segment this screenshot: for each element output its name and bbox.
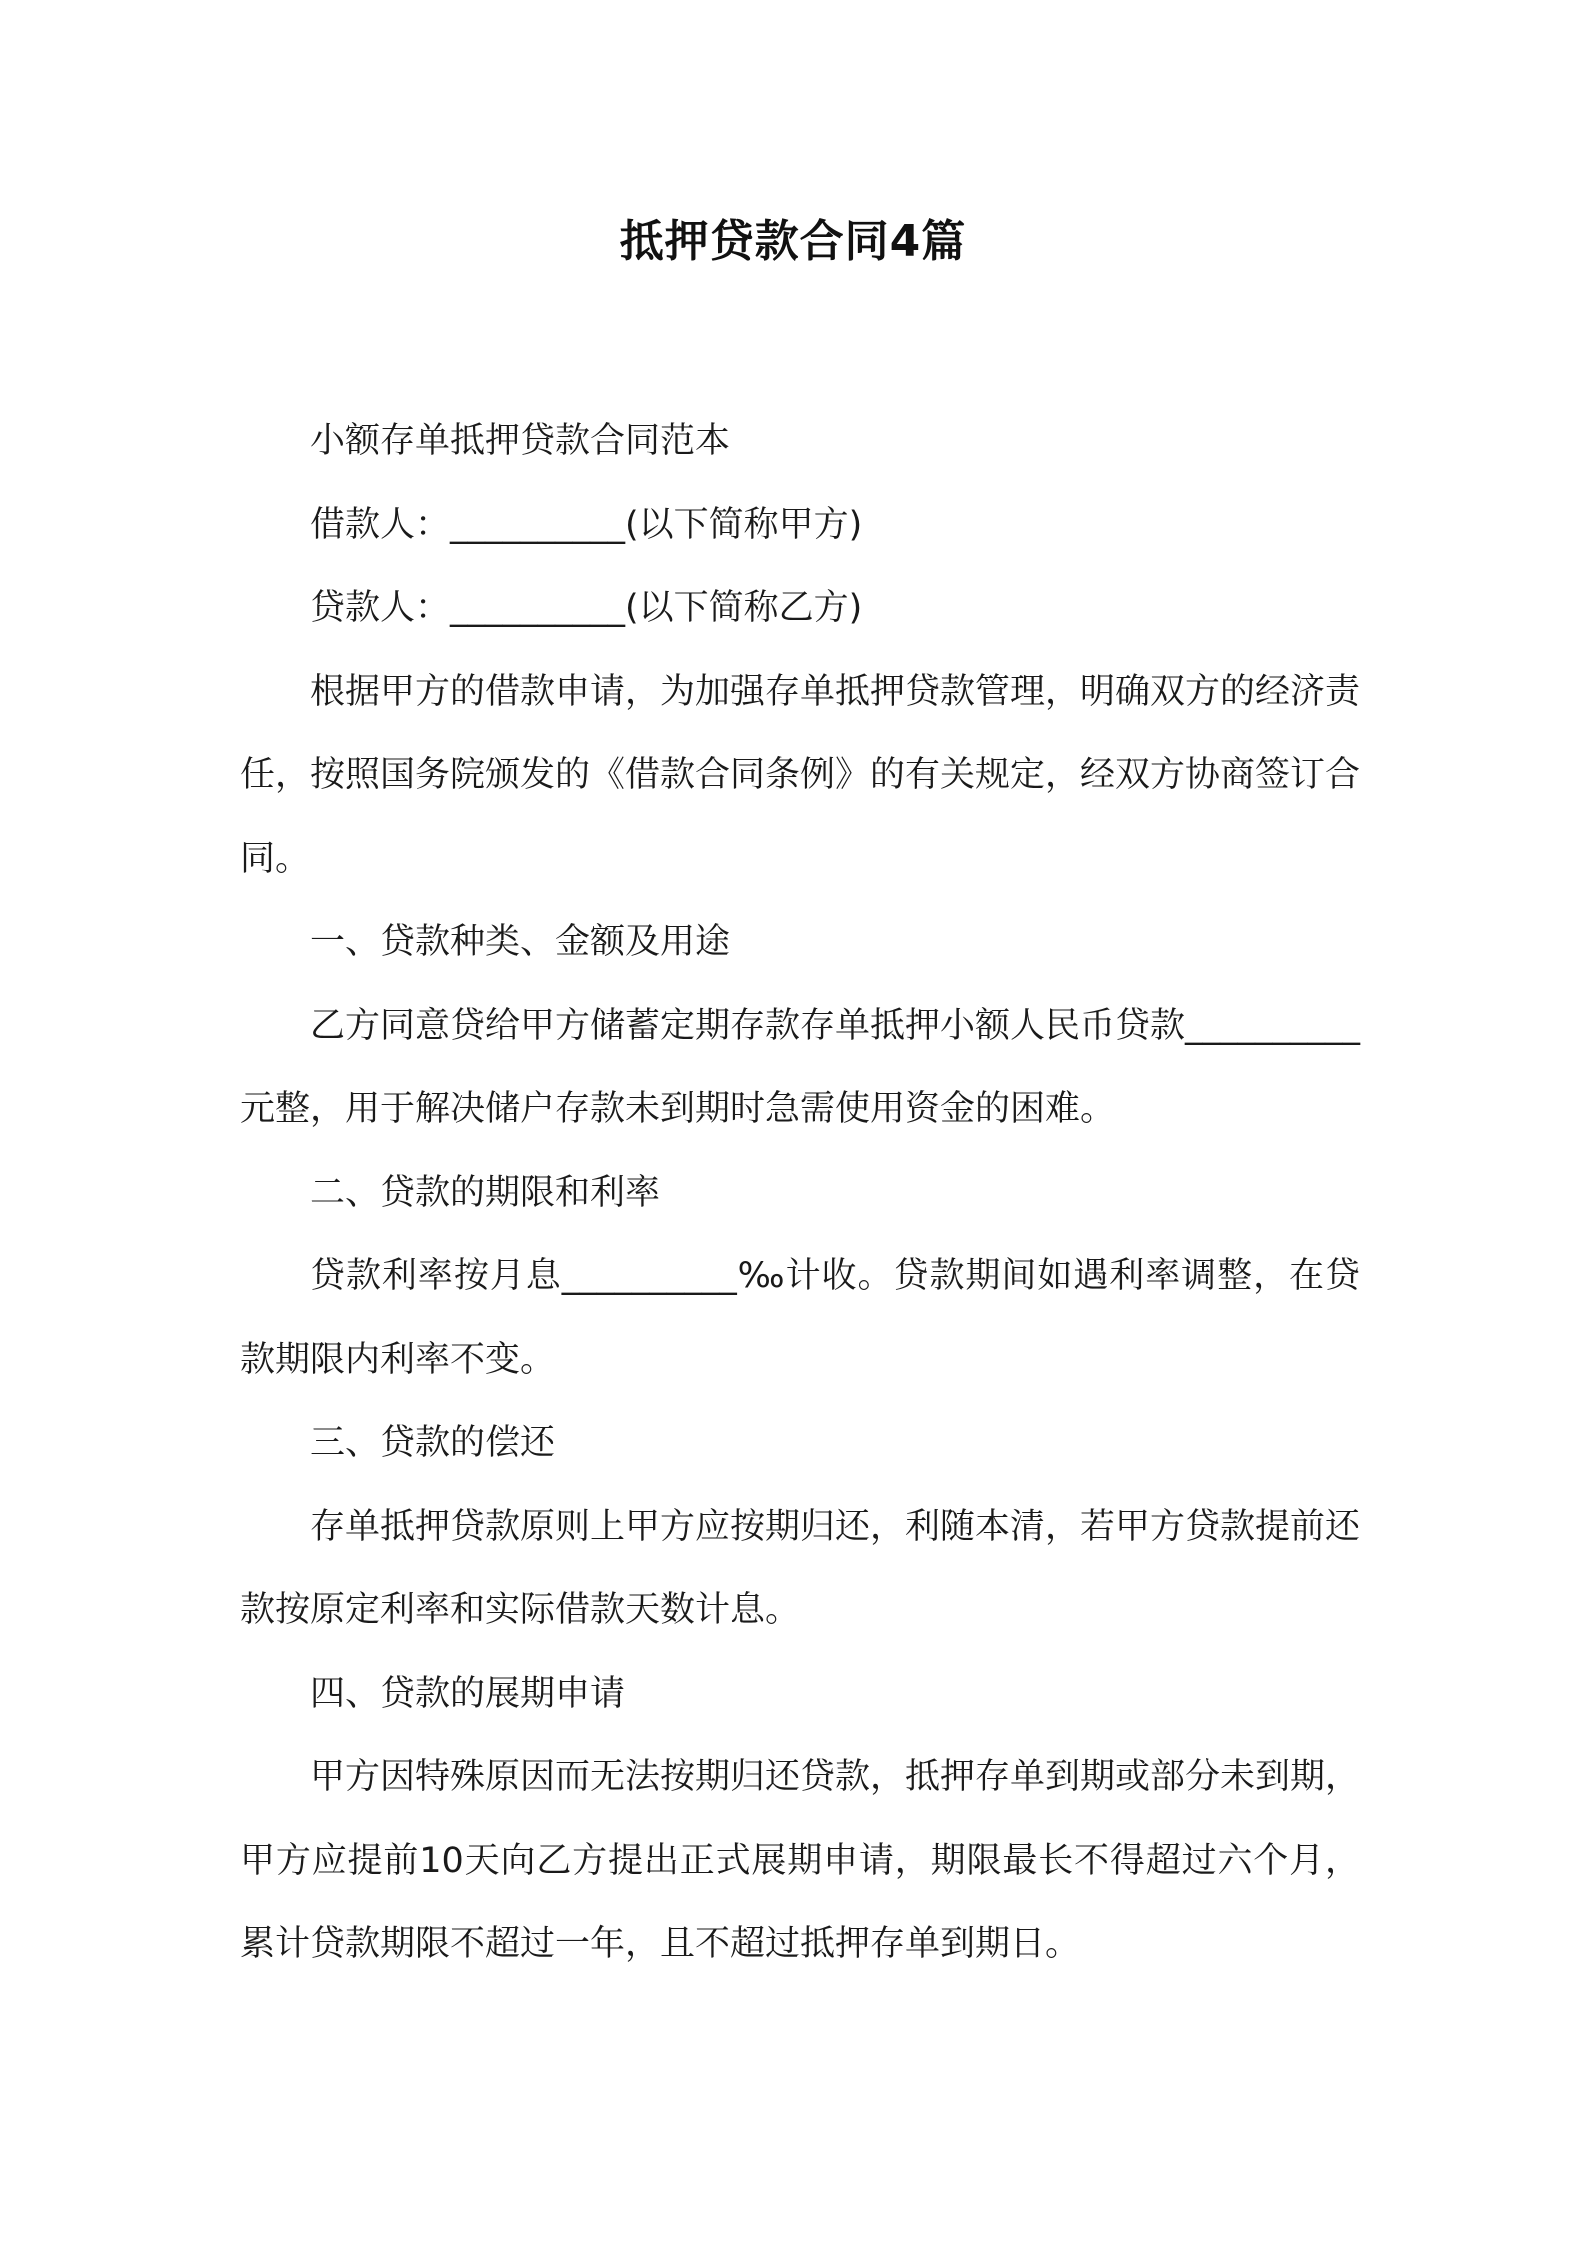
document-body	[240, 400, 1360, 1987]
section-body-3: 存单抵押贷款原则上甲方应按期归还，利随本清，若甲方贷款提前还款按原定利率和实际借款天数计息。	[240, 1506, 1361, 1630]
section-body-2: 贷款利率按月息__________‰计收。贷款期间如遇利率调整，在贷款期限内利率不变。	[240, 1256, 1360, 1380]
section-body-1: 乙方同意贷给甲方储蓄定期存款存单抵押小额人民币贷款__________元整，用于解决储户存款未到期时急需使用资金的困难。	[240, 1005, 1361, 1129]
lender-line: 贷款人：__________(以下简称乙方)	[310, 588, 863, 628]
section-heading-3: 三、贷款的偿还	[310, 1423, 556, 1463]
section-heading-4: 四、贷款的展期申请	[310, 1673, 626, 1714]
preamble-paragraph: 根据甲方的借款申请，为加强存单抵押贷款管理，明确双方的经济责任，按照国务院颁发的《借款合同条例》的有关规定，经双方协商签订合同。	[240, 671, 1361, 879]
document-title: 抵押贷款合同4篇	[619, 216, 967, 267]
section-body-4: 甲方因特殊原因而无法按期归还贷款，抵押存单到期或部分未到期，甲方应提前10天向乙方提出正式展期申请，期限最长不得超过六个月，累计贷款期限不超过一年，且不超过抵押存单到期日。	[240, 1757, 1361, 1964]
borrower-line: 借款人：__________(以下简称甲方)	[310, 504, 863, 545]
section-heading-2: 二、贷款的期限和利率	[310, 1172, 661, 1213]
contract-subtitle: 小额存单抵押贷款合同范本	[310, 421, 731, 461]
section-heading-1: 一、贷款种类、金额及用途	[310, 922, 731, 962]
